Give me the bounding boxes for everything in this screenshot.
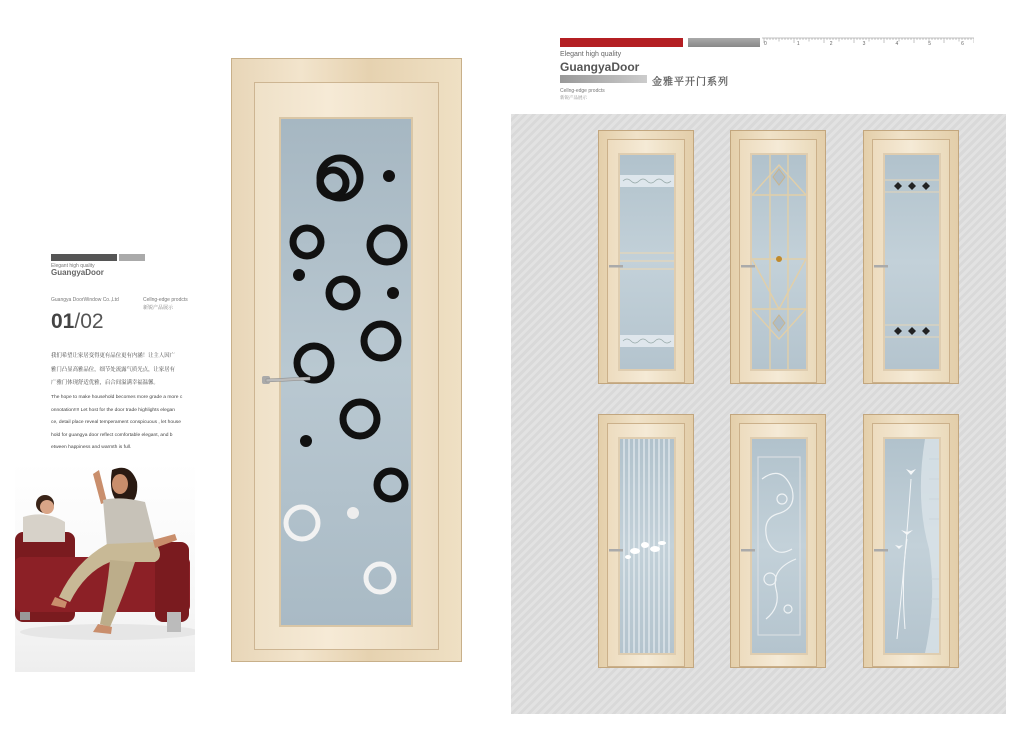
page-current: 01 — [51, 310, 75, 333]
door-handle — [609, 264, 623, 269]
ruler-label: 3 — [862, 41, 866, 47]
door-handle — [741, 264, 755, 269]
circle-pattern — [279, 117, 413, 627]
left-brand: GuangyaDoor — [51, 268, 104, 277]
door-glass — [750, 437, 808, 655]
page-number — [51, 310, 104, 334]
header-red-bar — [560, 38, 683, 47]
ruler-label: 1 — [796, 41, 800, 47]
door-swirl — [730, 414, 826, 668]
door-handle — [874, 548, 888, 553]
door-glass — [883, 437, 941, 655]
door-diamond-grid — [730, 130, 826, 384]
desc-en-line: ce, detail place reveal temperament conspicuous , let house — [51, 420, 181, 425]
left-tagline: Elegant high quality — [51, 263, 95, 269]
door-vertical-stripes — [598, 414, 694, 668]
door-handle — [262, 374, 312, 384]
desc-cn-line: 我们希望让家居变得更有品位更有内涵！让主人因广 — [51, 353, 175, 359]
sofa-photo — [15, 462, 195, 672]
ruler-labels — [764, 41, 964, 49]
door-glass — [750, 153, 808, 371]
ruler-label: 0 — [764, 41, 767, 47]
ruler-label: 6 — [961, 41, 964, 47]
door-glass — [883, 153, 941, 371]
door-black-diamonds — [863, 130, 959, 384]
door-handle — [609, 548, 623, 553]
description-cn — [51, 350, 191, 391]
accent-bar-dark — [51, 254, 117, 261]
door-frosted-band — [598, 130, 694, 384]
description-en — [51, 392, 191, 455]
door-lotus — [863, 414, 959, 668]
page-total: /02 — [74, 310, 104, 333]
company-name: Guangya DoorWindow Co.,Ltd — [51, 297, 119, 303]
desc-en-line: etween happiness and warmth is full. — [51, 445, 132, 450]
desc-cn-line: 雅门凸显高雅品位，细节处流露气质光点，让家居有 — [51, 366, 175, 373]
desc-en-line: The hope to make household becomes more grade a more c — [51, 395, 183, 400]
door-glass — [618, 153, 676, 371]
category-cn: 新锐产品展示 — [143, 305, 174, 311]
ruler-label: 2 — [829, 41, 833, 47]
category-en: Cellng-edge prodcts — [143, 297, 188, 303]
header-tagline: Elegant high quality — [560, 51, 622, 58]
ruler-label: 4 — [895, 41, 899, 47]
door-handle — [741, 548, 755, 553]
header-gradient-bar — [560, 75, 647, 83]
door-handle — [874, 264, 888, 269]
header-brand: GuangyaDoor — [560, 60, 640, 74]
ruler-label: 5 — [928, 41, 932, 47]
door-glass — [618, 437, 676, 655]
desc-cn-line: 广雅门体现舒适优雅，启合间溢满幸福温馨。 — [51, 380, 159, 386]
header-gray-bar — [688, 38, 760, 47]
header-sub-cn: 新锐产品展示 — [560, 95, 587, 100]
header-sub-en: Cellng-edge prodcts — [560, 88, 605, 94]
desc-en-line: hold for guangya door reflect comfortable elegant, and b — [51, 432, 173, 438]
header-series-title: 金雅平开门系列 — [652, 77, 729, 88]
desc-en-line: onnotation!!!! Let host for the door trade highlights elegan — [51, 407, 175, 413]
accent-bar-light — [119, 254, 145, 261]
